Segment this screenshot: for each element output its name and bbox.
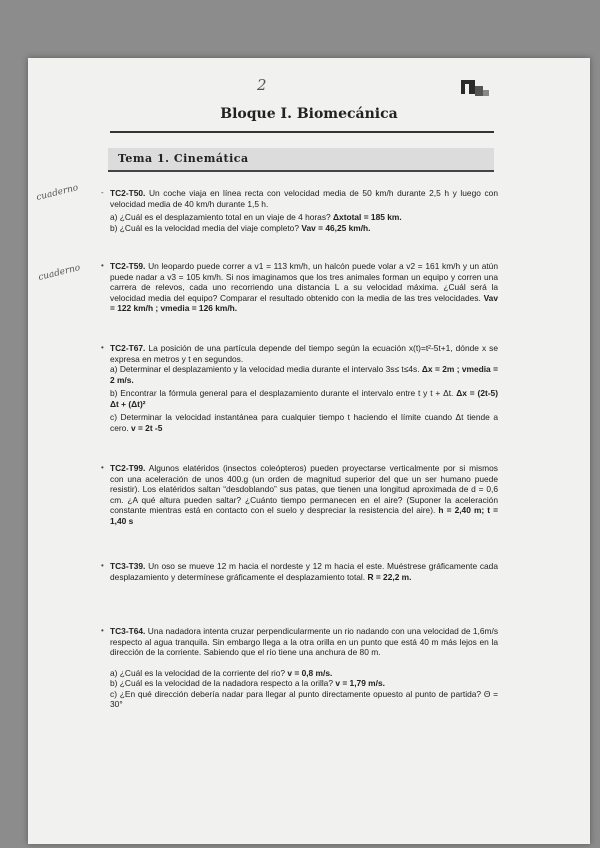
problem-text: Un oso se mueve 12 m hacia el nordeste y 12 m hacia el este. Muéstrese gráficamente cada desplazamiento y determínese gráficamente el desplazamiento total.	[110, 561, 499, 582]
part-answer: v = 0,8 m/s.	[287, 667, 333, 678]
problem-tc2-t99	[101, 463, 499, 526]
problem-answer: h = 2,40 m; t = 1,40 s	[110, 505, 499, 526]
bullet-icon: •	[101, 463, 104, 472]
problem-id: TC2-T50.	[110, 188, 146, 198]
problem-id: TC3-T64.	[110, 626, 146, 636]
problem-answer: R = 22,2 m.	[367, 571, 412, 582]
part-answer: Θ = 30°	[110, 688, 498, 709]
bullet-icon: •	[101, 343, 104, 352]
problem-id: TC3-T39.	[110, 561, 146, 571]
part-question: b) Encontrar la fórmula general para el desplazamiento durante el intervalo entre t y t + Δt.	[110, 388, 454, 398]
part-answer: Δxtotal = 185 km.	[333, 212, 402, 222]
problem-answer: Vav = 122 km/h ; vmedia = 126 km/h.	[110, 292, 499, 313]
problem-tc2-t50	[101, 188, 499, 233]
page-number: 2	[257, 76, 267, 94]
problem-id: TC2-T59.	[110, 261, 146, 271]
bullet-icon: •	[101, 626, 104, 635]
problem-text: Una nadadora intenta cruzar perpendicularmente un rio nadando con una velocidad de 1,6m/s respecto al agua tranquila. Sin embargo llega a la otra orilla en un punto que está 40 m más lejos en la dirección de la corriente. Sabiendo que el río tiene una anchura de 80 m.	[110, 626, 499, 657]
problem-id: TC2-T99.	[110, 463, 146, 473]
title-rule	[110, 131, 494, 133]
part-answer: Δx = (2t-5) Δt + (Δt)²	[110, 388, 498, 409]
part-question: a) ¿Cuál es la velocidad de la corriente del rio?	[110, 667, 286, 678]
problem-tc3-t39	[101, 561, 499, 582]
problem-tc3-t64	[101, 626, 499, 710]
part-answer: Vav = 46,25 km/h.	[301, 222, 371, 233]
part-answer: v = 1,79 m/s.	[335, 678, 385, 688]
topic-banner	[108, 148, 494, 172]
university-logo-icon	[461, 80, 491, 100]
topic-title: Tema 1. Cinemática	[118, 152, 249, 165]
problem-id: TC2-T67.	[110, 343, 146, 353]
part-question: c) ¿En qué dirección debería nadar para llegar al punto directamente opuesto al punto de partida?	[110, 688, 482, 699]
problem-text: Un coche viaja en línea recta con velocidad media de 50 km/h durante 2,5 h y luego con velocidad media de 40 km/h durante 1,5 h.	[110, 188, 499, 209]
problem-text: Un leopardo puede correr a v1 = 113 km/h, un halcón puede volar a v2 = 161 km/h y un atún puede nadar a v3 = 105 km/h. Si nos imaginamos que los tres animales forman un equipo y corren una carrera de relevos, cada uno recorriendo una distancia L a su velocidad máxima. ¿Cuál será la velocidad media del equipo? Comparar el resultado obtenido con la media de las tres velocidades.	[110, 261, 498, 303]
part-question: b) ¿Cuál es la velocidad de la nadadora respecto a la orilla?	[110, 678, 334, 688]
bullet-icon: -	[101, 188, 104, 197]
margin-note-1: cuaderno	[35, 182, 80, 204]
part-question: b) ¿Cuál es la velocidad media del viaje completo?	[110, 222, 300, 233]
part-question: a) ¿Cuál es el desplazamiento total en un viaje de 4 horas?	[110, 212, 331, 222]
bullet-icon: •	[101, 561, 104, 570]
problem-tc2-t59	[101, 261, 499, 314]
part-answer: v = 2t -5	[130, 422, 163, 433]
part-answer: Δx = 2m ; vmedia = 2 m/s.	[110, 364, 498, 385]
problem-text: La posición de una partícula depende del tiempo según la ecuación x(t)=t²-5t+1, dónde x se expresa en metros y t en segundos.	[110, 343, 498, 364]
part-question: c) Determinar la velocidad instantánea para cualquier tiempo t haciendo el límite cuando Δt tiende a cero.	[110, 412, 498, 433]
page-title: Bloque I. Biomecánica	[220, 106, 398, 122]
part-question: a) Determinar el desplazamiento y la velocidad media durante el intervalo 3s≤ t≤4s.	[110, 364, 420, 374]
bullet-icon: •	[101, 261, 104, 270]
margin-note-2: cuaderno	[37, 262, 82, 284]
document-page	[28, 58, 590, 844]
problem-tc2-t67	[101, 343, 498, 433]
problem-text: Algunos elatéridos (insectos coleópteros) pueden proyectarse verticalmente por si mismos con una aceleración de unos 400.g (un orden de magnitud superior del que un ser humano puede resistir). Los elatéridos saltan “desdoblando” sus patas, que tienen una longitud aproximada de d = 0,6 cm. ¿A qué altura pueden saltar? ¿Cuánto tiempo permanecen en el aire? (Suponer la aceleración constante mientras está en contacto con el suelo y despreciar la resistencia del aire).	[110, 463, 498, 515]
